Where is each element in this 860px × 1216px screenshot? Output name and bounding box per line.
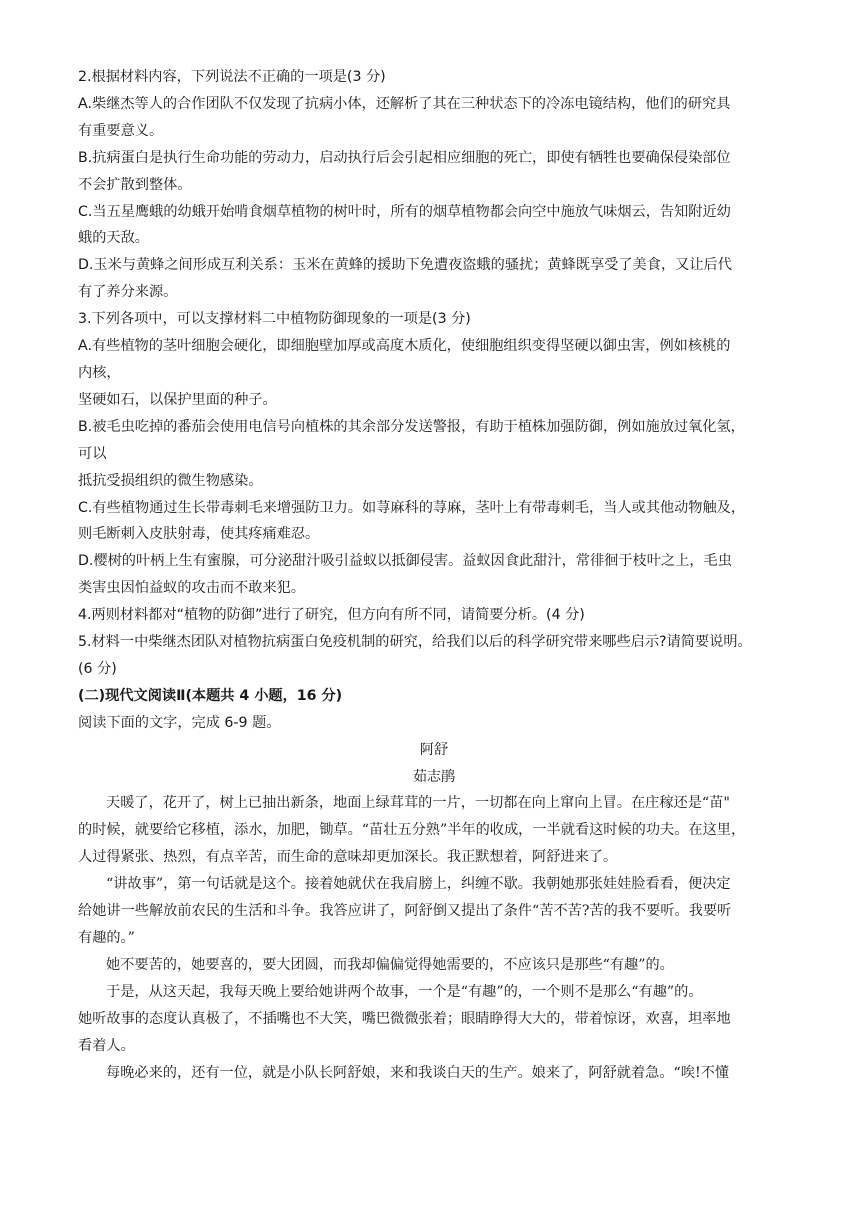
question-4: 4.两则材料都对“植物的防御”进行了研究，但方向有所不同，请简要分析。(4 分): [78, 607, 585, 624]
story-line: 有趣的。”: [78, 930, 135, 946]
section-heading: (二)现代文阅读Ⅱ(本题共 4 小题，16 分): [78, 687, 343, 704]
q2-option-c: C.当五星鹰蛾的幼蛾开始啃食烟草植物的树叶时，所有的烟草植物都会向空中施放气味烟云，告知附近幼: [78, 203, 731, 220]
q2-option-a: A.柴继杰等人的合作团队不仅发现了抗病小体，还解析了其在三种状态下的冷冻电镜结构，他们的研究具: [78, 95, 731, 112]
q3-option-c-cont: 则毛断刺入皮肤射毒，使其疼痛难忍。: [78, 526, 320, 543]
q2-option-b-cont: 不会扩散到整体。: [78, 176, 192, 193]
story-line: 的时候，就要给它移植，添水，加肥，锄草。“苗壮五分熟”半年的收成，一半就看这时候的功夫。在这里，: [78, 822, 746, 839]
q3-option-a-cont: 内核，: [78, 364, 121, 381]
q3-option-b-cont: 可以: [78, 445, 107, 462]
document-page: [78, 64, 790, 1086]
q3-option-b: B.被毛虫吃掉的番茄会使用电信号向植株的其余部分发送警报，有助于植株加强防御，例如施放过氧化氢，: [78, 418, 745, 435]
q2-option-a-cont: 有重要意义。: [78, 122, 164, 139]
q2-option-d-cont: 有了养分来源。: [78, 284, 178, 301]
story-line: 人过得紧张、热烈，有点辛苦，而生命的意味却更加深长。我正默想着，阿舒进来了。: [78, 849, 618, 866]
question-5: 5.材料一中柴继杰团队对植物抗病蛋白免疫机制的研究，给我们以后的科学研究带来哪些启示?请简要说明。: [78, 634, 752, 651]
q3-option-a: A.有些植物的茎叶细胞会硬化，即细胞壁加厚或高度木质化，使细胞组织变得坚硬以御虫害，例如核桃的: [78, 338, 731, 355]
story-paragraph: 她不要苦的，她要喜的，要大团圆，而我却偏偏觉得她需要的，不应该只是那些“有趣”的。: [106, 956, 674, 973]
q3-option-d: D.樱树的叶柄上生有蜜腺，可分泌甜汁吸引益蚁以抵御侵害。益蚁因食此甜汁，常徘徊于枝叶之上，毛虫: [78, 553, 732, 570]
story-line: 看着人。: [78, 1037, 135, 1054]
question-5-points: (6 分): [78, 660, 117, 677]
q3-option-b-cont2: 抵抗受损组织的微生物感染。: [78, 472, 263, 489]
story-paragraph: 天暖了，花开了，树上已抽出新条，地面上绿茸茸的一片，一切都在向上窜向上冒。在庄稼还是“苗": [106, 795, 730, 812]
story-line: 给她讲一些解放前农民的生活和斗争。我答应讲了，阿舒倒又提出了条件“苦不苦?苦的我不要听。我要听: [78, 903, 732, 920]
q3-option-d-cont: 类害虫因怕益蚁的攻击而不敢来犯。: [78, 580, 306, 597]
story-title: 阿舒: [419, 741, 449, 758]
story-line: 她听故事的态度认真极了，不插嘴也不大笑，嘴巴微微张着；眼睛睁得大大的，带着惊讶，欢喜，坦率地: [78, 1010, 731, 1027]
question-2-stem: 2.根据材料内容，下列说法不正确的一项是(3 分): [78, 69, 386, 85]
story-paragraph: 每晚必来的，还有一位，就是小队长阿舒娘，来和我谈白天的生产。娘来了，阿舒就着急。“唉!不懂: [106, 1064, 730, 1081]
story-author: 茹志鹃: [412, 768, 456, 785]
section-instruction: 阅读下面的文字，完成 6-9 题。: [78, 714, 281, 731]
story-paragraph: 于是，从这天起，我每天晚上要给她讲两个故事，一个是“有趣”的，一个则不是那么“有趣”的。: [106, 983, 703, 1000]
q2-option-b: B.抗病蛋白是执行生命功能的劳动力，启动执行后会引起相应细胞的死亡，即使有牺牲也要确保侵染部位: [78, 149, 731, 166]
question-3-stem: 3.下列各项中，可以支撑材料二中植物防御现象的一项是(3 分): [78, 311, 471, 328]
story-paragraph: “讲故事”，第一句话就是这个。接着她就伏在我肩膀上，纠缠不歇。我朝她那张娃娃脸看看，便决定: [106, 876, 731, 893]
q2-option-c-cont: 蛾的天敌。: [78, 230, 149, 247]
q3-option-a-cont2: 坚硬如石，以保护里面的种子。: [78, 391, 277, 408]
q2-option-d: D.玉米与黄蜂之间形成互利关系：玉米在黄蜂的援助下免遭夜盗蛾的骚扰；黄蜂既享受了美食，又让后代: [78, 257, 732, 274]
q3-option-c: C.有些植物通过生长带毒刺毛来增强防卫力。如荨麻科的荨麻，茎叶上有带毒刺毛，当人或其他动物触及，: [78, 499, 746, 516]
